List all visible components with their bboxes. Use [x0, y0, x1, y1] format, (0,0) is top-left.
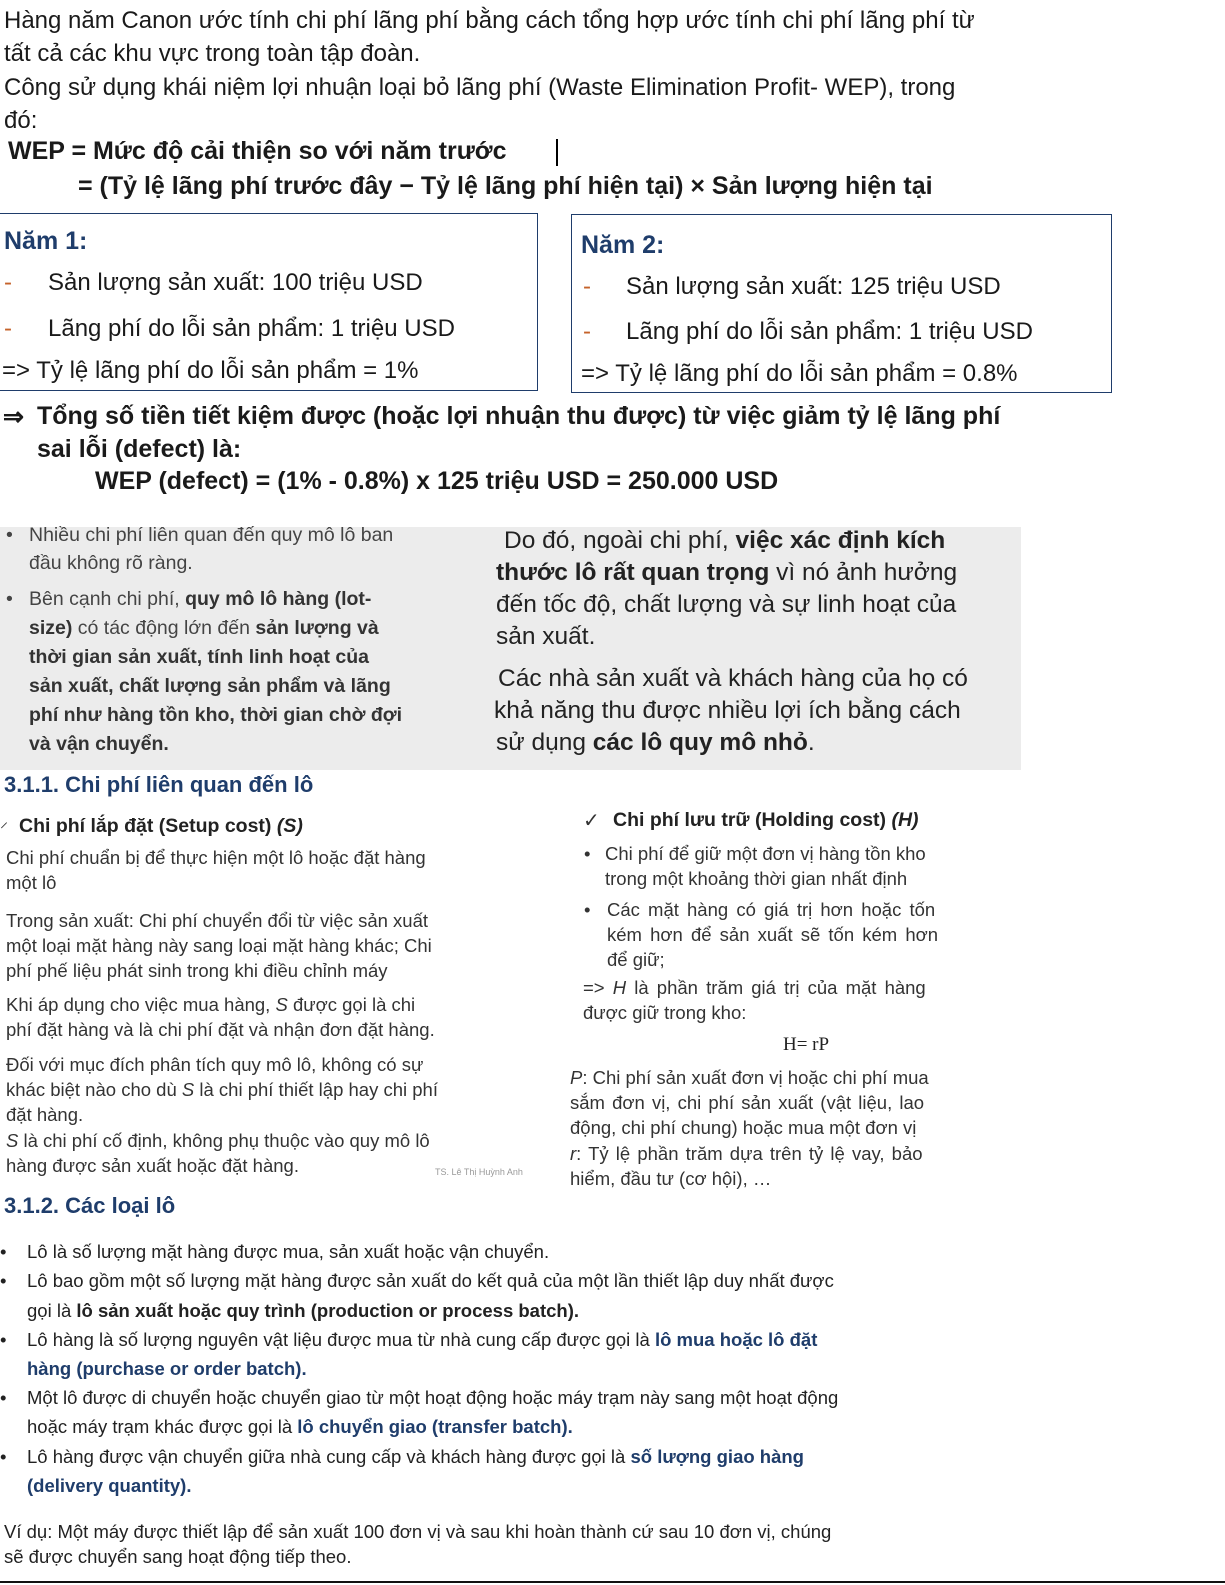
year2-box — [571, 214, 1112, 393]
bullet-dot: • — [0, 1270, 7, 1291]
example-text: Ví dụ: Một máy được thiết lập để sản xuất 100 đơn vị và sau khi hoàn thành cứ sau 10 đơn vị, chúng — [4, 1521, 832, 1542]
slide-text: Do đó, ngoài chi phí, việc xác định kích — [504, 527, 946, 554]
bullet-dot: • — [0, 1241, 7, 1262]
slide-text: thước lô rất quan trọng vì nó ảnh hưởng — [496, 559, 958, 586]
list-item: Một lô được di chuyển hoặc chuyển giao từ một hoạt động hoặc máy trạm này sang một hoạt động — [27, 1387, 839, 1408]
intro-line: tất cả các khu vực trong toàn tập đoàn. — [4, 40, 421, 67]
implies-arrow: ⇒ — [3, 403, 24, 431]
slide-text: và vận chuyển. — [29, 733, 169, 755]
check-icon: ⸝ — [0, 814, 9, 831]
slide-text: thời gian sản xuất, tính linh hoạt của — [29, 646, 369, 668]
list-item: (delivery quantity). — [27, 1475, 192, 1496]
slide-text: Các nhà sản xuất và khách hàng của họ có — [498, 665, 968, 692]
holding-formula: H= rP — [783, 1034, 830, 1055]
intro-line: Hàng năm Canon ước tính chi phí lãng phí bằng cách tổng hợp ước tính chi phí lãng phí từ — [4, 7, 975, 34]
holding-text: động, chi phí chung) hoặc mua một đơn vị — [570, 1117, 917, 1138]
slide-text: khả năng thu được nhiều lợi ích bằng cách — [494, 697, 961, 724]
example-text: sẽ được chuyển sang hoạt động tiếp theo. — [4, 1546, 352, 1567]
bullet-dot: • — [0, 1387, 7, 1408]
dash-marker: - — [583, 318, 591, 345]
dash-marker: - — [4, 269, 12, 296]
setup-text: Chi phí chuẩn bị để thực hiện một lô hoặc đặt hàng — [6, 847, 426, 868]
list-item: Lô hàng là số lượng nguyên vật liệu được mua từ nhà cung cấp được gọi là lô mua hoặc lô đặt — [27, 1329, 818, 1350]
wep-formula-line1: WEP = Mức độ cải thiện so với năm trước — [8, 137, 507, 165]
conclusion-line1: Tổng số tiền tiết kiệm được (hoặc lợi nhuận thu được) từ việc giảm tỷ lệ lãng phí — [37, 402, 1001, 430]
setup-text: Khi áp dụng cho việc mua hàng, S được gọi là chi — [6, 994, 416, 1015]
bullet-dot: • — [6, 524, 13, 546]
intro-line: đó: — [4, 107, 38, 134]
holding-text: được giữ trong kho: — [583, 1002, 747, 1023]
dash-marker: - — [583, 273, 591, 300]
slide-text: size) có tác động lớn đến sản lượng và — [29, 617, 379, 639]
setup-text: phí đặt hàng và là chi phí đặt và nhận đơn đặt hàng. — [6, 1019, 435, 1040]
author-credit: TS. Lê Thị Huỳnh Anh — [435, 1167, 523, 1177]
holding-cost-heading: Chi phí lưu trữ (Holding cost) (H) — [613, 809, 919, 831]
slide-text: sử dụng các lô quy mô nhỏ. — [496, 729, 815, 756]
year1-result: => Tỷ lệ lãng phí do lỗi sản phẩm = 1% — [2, 357, 419, 384]
holding-text: để giữ; — [607, 949, 665, 970]
bottom-rule — [0, 1581, 1225, 1583]
list-item: hoặc máy trạm khác được gọi là lô chuyển giao (transfer batch). — [27, 1416, 573, 1437]
slide-text: sản xuất, chất lượng sản phẩm và lãng — [29, 675, 391, 697]
wep-formula-line2: = (Tỷ lệ lãng phí trước đây − Tỷ lệ lãng phí hiện tại) × Sản lượng hiện tại — [78, 172, 933, 200]
year1-defect-waste: Lãng phí do lỗi sản phẩm: 1 triệu USD — [48, 315, 455, 342]
bullet-dot: • — [584, 843, 591, 864]
year2-title: Năm 2: — [581, 231, 665, 259]
bullet-dot: • — [584, 899, 591, 920]
slide-text: Nhiều chi phí liên quan đến quy mô lô ban — [29, 524, 394, 546]
holding-text: hiểm, đầu tư (cơ hội), … — [570, 1168, 772, 1189]
holding-text: P: Chi phí sản xuất đơn vị hoặc chi phí mua — [570, 1067, 929, 1088]
year2-output: Sản lượng sản xuất: 125 triệu USD — [626, 273, 1001, 300]
year1-title: Năm 1: — [4, 227, 88, 255]
setup-text: khác biệt nào cho dù S là chi phí thiết lập hay chi phí — [6, 1079, 438, 1100]
year1-output: Sản lượng sản xuất: 100 triệu USD — [48, 269, 423, 296]
slide-text: sản xuất. — [496, 623, 596, 650]
setup-text: Trong sản xuất: Chi phí chuyển đổi từ việc sản xuất — [6, 910, 429, 931]
lot-size-slide — [0, 524, 1021, 770]
text-cursor — [556, 139, 558, 166]
holding-text: Các mặt hàng có giá trị hơn hoặc tốn — [607, 899, 936, 920]
setup-text: hàng được sản xuất hoặc đặt hàng. — [6, 1155, 299, 1176]
holding-text: sắm đơn vị, chi phí sản xuất (vật liệu, lao — [570, 1092, 925, 1113]
bullet-dot: • — [0, 1329, 7, 1350]
bullet-dot: • — [6, 588, 13, 610]
list-item: Lô bao gồm một số lượng mặt hàng được sản xuất do kết quả của một lần thiết lập duy nhất được — [27, 1270, 834, 1291]
bullet-dot: • — [0, 1446, 7, 1467]
section-title: 3.1.1. Chi phí liên quan đến lô — [4, 772, 314, 797]
intro-line: Công sử dụng khái niệm lợi nhuận loại bỏ lãng phí (Waste Elimination Profit- WEP), trong — [4, 74, 956, 101]
conclusion-line2: sai lỗi (defect) là: — [37, 435, 242, 463]
slide-text: Bên cạnh chi phí, quy mô lô hàng (lot- — [29, 588, 372, 610]
setup-text: Đối với mục đích phân tích quy mô lô, không có sự — [6, 1054, 424, 1075]
setup-text: S là chi phí cố định, không phụ thuộc vào quy mô lô — [6, 1130, 430, 1151]
wep-defect-calculation: WEP (defect) = (1% - 0.8%) x 125 triệu USD = 250.000 USD — [95, 467, 779, 495]
holding-text: trong một khoảng thời gian nhất định — [605, 868, 908, 889]
list-item: gọi là lô sản xuất hoặc quy trình (production or process batch). — [27, 1300, 580, 1321]
holding-text: Chi phí để giữ một đơn vị hàng tồn kho — [605, 843, 926, 864]
setup-text: phí phế liệu phát sinh trong khi điều chỉnh máy — [6, 960, 388, 981]
holding-text: => H là phần trăm giá trị của mặt hàng — [583, 977, 926, 998]
year2-defect-waste: Lãng phí do lỗi sản phẩm: 1 triệu USD — [626, 318, 1033, 345]
year2-result: => Tỷ lệ lãng phí do lỗi sản phẩm = 0.8% — [581, 360, 1018, 387]
year1-box — [0, 213, 538, 391]
setup-text: đặt hàng. — [6, 1104, 84, 1125]
list-item: Lô hàng được vận chuyển giữa nhà cung cấp và khách hàng được gọi là số lượng giao hàng — [27, 1446, 804, 1467]
dash-marker: - — [4, 315, 12, 342]
setup-text: một lô — [6, 872, 57, 893]
check-icon: ✓ — [583, 810, 600, 832]
section-title: 3.1.2. Các loại lô — [4, 1193, 176, 1218]
holding-text: kém hơn để sản xuất sẽ tốn kém hơn — [607, 924, 939, 945]
setup-text: một loại mặt hàng này sang loại mặt hàng khác; Chi — [6, 935, 432, 956]
slide-text: đầu không rõ ràng. — [29, 552, 193, 574]
list-item: hàng (purchase or order batch). — [27, 1358, 307, 1379]
holding-text: r: Tỷ lệ phần trăm dựa trên tỷ lệ vay, bảo — [570, 1143, 923, 1164]
setup-cost-heading: Chi phí lắp đặt (Setup cost) (S) — [19, 815, 303, 837]
list-item: Lô là số lượng mặt hàng được mua, sản xuất hoặc vận chuyển. — [27, 1241, 550, 1262]
slide-text: đến tốc độ, chất lượng và sự linh hoạt của — [496, 591, 957, 618]
slide-text: phí như hàng tồn kho, thời gian chờ đợi — [29, 704, 403, 726]
